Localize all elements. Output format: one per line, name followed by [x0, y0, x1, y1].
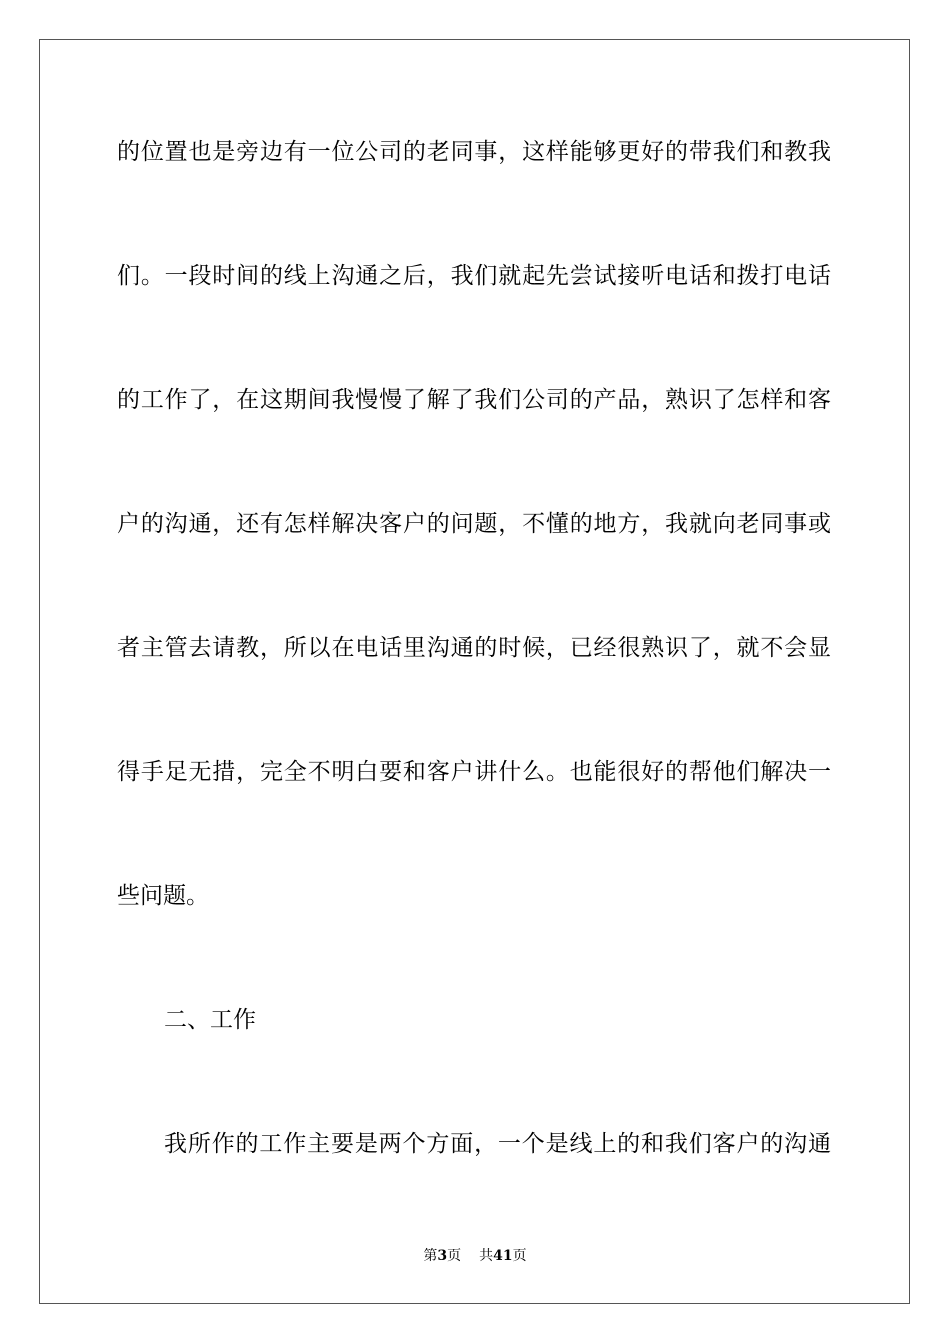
total-pages: 41 [493, 1248, 513, 1264]
body-line-6: 得手足无措，完全不明白要和客户讲什么。也能很好的帮他们解决一 [117, 759, 831, 785]
page-number: 3 [437, 1248, 448, 1264]
body-line-4: 户的沟通，还有怎样解决客户的问题，不懂的地方，我就向老同事或 [117, 511, 831, 537]
total-prefix: 共 [479, 1248, 494, 1264]
section-paragraph-line-1: 我所作的工作主要是两个方面，一个是线上的和我们客户的沟通 [164, 1131, 831, 1157]
body-line-5: 者主管去请教，所以在电话里沟通的时候，已经很熟识了，就不会显 [117, 635, 831, 661]
body-line-1: 的位置也是旁边有一位公司的老同事，这样能够更好的带我们和教我 [117, 139, 831, 165]
section-heading: 二、工作 [164, 1007, 256, 1033]
page-suffix: 页 [447, 1248, 462, 1264]
page-prefix: 第 [423, 1248, 438, 1264]
body-line-7: 些问题。 [117, 883, 209, 909]
page-border [39, 39, 910, 1304]
page-footer [0, 1247, 950, 1265]
body-line-2: 们。一段时间的线上沟通之后，我们就起先尝试接听电话和拨打电话 [117, 263, 831, 289]
total-suffix: 页 [512, 1248, 527, 1264]
body-line-3: 的工作了，在这期间我慢慢了解了我们公司的产品，熟识了怎样和客 [117, 387, 831, 413]
